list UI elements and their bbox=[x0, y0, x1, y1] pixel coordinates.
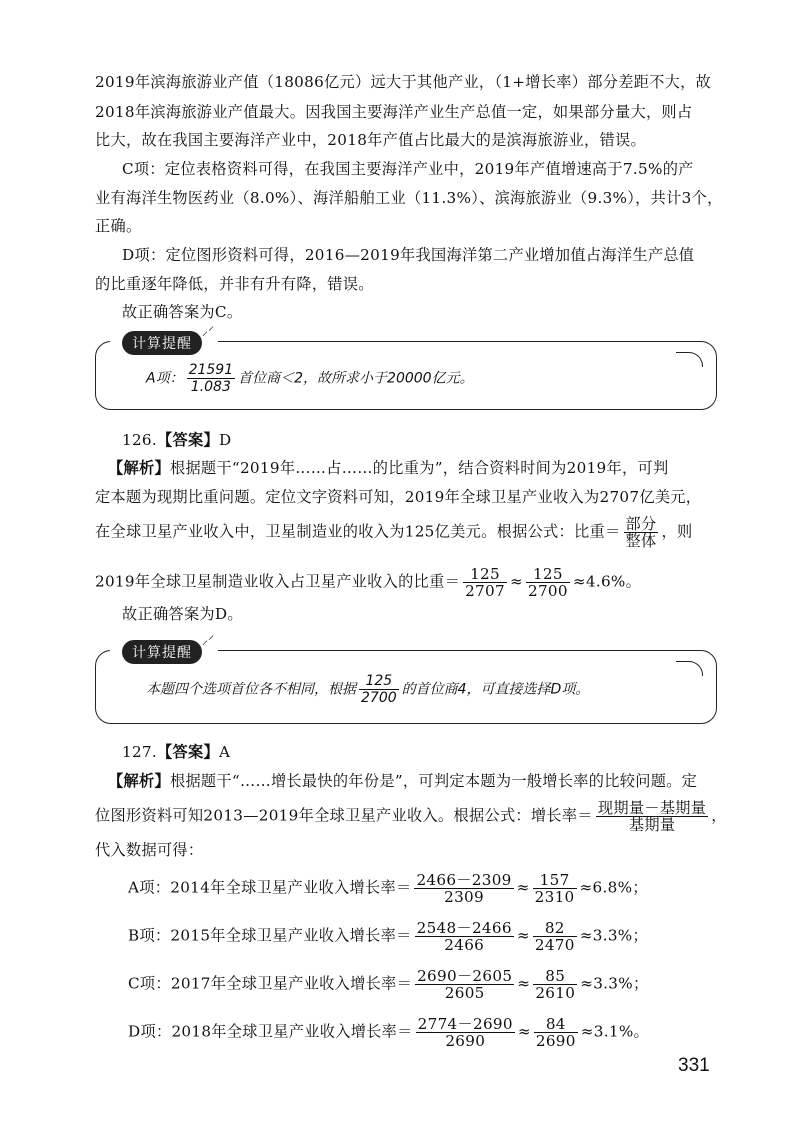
question-127-header bbox=[122, 742, 230, 762]
fraction-numerator: 157 bbox=[533, 872, 577, 889]
analysis-line bbox=[108, 771, 697, 791]
fraction bbox=[359, 673, 399, 706]
fraction-numerator: 部分 bbox=[625, 515, 657, 533]
fraction bbox=[463, 566, 507, 599]
answer-line: 故正确答案为C。 bbox=[122, 303, 243, 321]
text-line: 2019年全球卫星制造业收入占卫星产业收入的比重＝ $\frac{125}{2707}$ ≈ $\frac{125}{2700}$ ≈4.6%。 bbox=[95, 565, 642, 600]
calc-tip-suffix: 的首位商4，可直接选择D项。 bbox=[401, 681, 590, 698]
fraction-denominator: 1.083 bbox=[190, 379, 231, 395]
fraction-denominator: 2310 bbox=[534, 888, 575, 906]
option-label: D项：2018年全球卫星产业收入增长率＝ bbox=[128, 1022, 413, 1041]
fraction-denominator: 基期量 bbox=[628, 816, 676, 834]
fraction bbox=[415, 920, 514, 953]
text-segment: ≈4.6%。 bbox=[572, 572, 642, 591]
fraction-numerator: 125 bbox=[526, 566, 570, 583]
fraction-numerator: 125 bbox=[463, 566, 507, 583]
fraction-denominator: 2605 bbox=[444, 984, 485, 1002]
text-segment: ，则 bbox=[661, 522, 693, 541]
option-label: A项：2014年全球卫星产业收入增长率＝ bbox=[128, 878, 412, 897]
option-d-line: D项：定位图形资料可得，2016—2019年我国海洋第二产业增加值占海洋生产总值 bbox=[122, 246, 695, 264]
fraction bbox=[624, 516, 659, 549]
analysis-text: 根据题干“……增长最快的年份是”，可判定本题为一般增长率的比较问题。定 bbox=[169, 772, 698, 790]
burst-icon: ⸝⸍ bbox=[202, 633, 215, 647]
option-result: ≈3.3%； bbox=[579, 926, 649, 945]
option-result: ≈3.1%。 bbox=[580, 1022, 650, 1041]
question-number: 127. bbox=[122, 743, 158, 761]
fraction bbox=[596, 800, 708, 833]
analysis-text: 根据题干“2019年……占……的比重为”，结合资料时间为2019年，可判 bbox=[169, 459, 669, 477]
fraction-numerator: 2690－2605 bbox=[417, 967, 513, 985]
fraction bbox=[534, 1016, 578, 1049]
answer-line: 故正确答案为D。 bbox=[122, 605, 243, 623]
fraction bbox=[533, 968, 577, 1001]
fraction-denominator: 2466 bbox=[444, 936, 485, 954]
analysis-label: 【解析】 bbox=[108, 459, 170, 477]
option-c-line: C项：定位表格资料可得，在我国主要海洋产业中，2019年产值增速高于7.5%的产 bbox=[122, 160, 694, 178]
text-line: 比大，故在我国主要海洋产业中，2018年产值占比最大的是滨海旅游业，错误。 bbox=[95, 131, 646, 149]
analysis-line bbox=[108, 458, 668, 478]
text-line: 正确。 bbox=[95, 217, 142, 235]
fraction-denominator: 2470 bbox=[534, 936, 575, 954]
fraction-denominator: 2309 bbox=[444, 888, 484, 906]
option-line: C项：2017年全球卫星产业收入增长率＝ $\frac{2690-2605}{2605}$ ≈ $\frac{85}{2610}$ ≈3.3%； bbox=[128, 967, 649, 1002]
fraction-numerator: 84 bbox=[534, 1016, 578, 1033]
question-number: 126. bbox=[122, 431, 158, 449]
text-line: 2019年滨海旅游业产值（18086亿元）远大于其他产业，（1+增长率）部分差距不大，故 bbox=[95, 73, 712, 91]
calc-tip-content bbox=[146, 673, 589, 706]
calc-tip-tag: 计算提醒 bbox=[122, 640, 202, 664]
option-line: A项：2014年全球卫星产业收入增长率＝ $\frac{2466-2309}{2309}$ ≈ $\frac{157}{2310}$ ≈6.8%； bbox=[128, 871, 648, 906]
fraction-denominator: 2690 bbox=[535, 1032, 576, 1050]
fraction-numerator: 现期量－基期量 bbox=[597, 799, 707, 817]
fraction-denominator: 2690 bbox=[445, 1032, 486, 1050]
text-segment: 在全球卫星产业收入中，卫星制造业的收入为125亿美元。根据公式：比重＝ bbox=[95, 522, 621, 541]
answer-choice: D bbox=[218, 431, 232, 449]
text-segment: 位图形资料可知2013—2019年全球卫星产业收入。根据公式：增长率＝ bbox=[95, 806, 593, 825]
text-line: 定本题为现期比重问题。定位文字资料可知，2019年全球卫星产业收入为2707亿美元， bbox=[95, 488, 702, 506]
option-line: D项：2018年全球卫星产业收入增长率＝ $\frac{2774-2690}{2690}$ ≈ $\frac{84}{2690}$ ≈3.1%。 bbox=[128, 1015, 650, 1050]
fraction-denominator: 2707 bbox=[465, 582, 505, 600]
page-number: 331 bbox=[678, 1055, 710, 1076]
fraction-numerator: 2466－2309 bbox=[416, 871, 512, 889]
calc-tip-content bbox=[146, 362, 474, 395]
fraction bbox=[533, 920, 577, 953]
text-segment: ， bbox=[711, 806, 727, 825]
fraction bbox=[415, 968, 514, 1001]
fraction bbox=[416, 1016, 515, 1049]
text-line bbox=[95, 516, 692, 549]
fraction-denominator: 2700 bbox=[527, 582, 568, 600]
fraction-numerator: 21591 bbox=[188, 362, 234, 378]
analysis-label: 【解析】 bbox=[108, 772, 170, 790]
option-label: B项：2015年全球卫星产业收入增长率＝ bbox=[128, 926, 412, 945]
option-label: C项：2017年全球卫星产业收入增长率＝ bbox=[128, 974, 413, 993]
fraction bbox=[533, 872, 577, 905]
fraction-numerator: 2548－2466 bbox=[416, 919, 512, 937]
fraction-denominator: 整体 bbox=[625, 532, 657, 550]
question-126-header bbox=[122, 430, 231, 450]
calc-tip-prefix: A项： bbox=[146, 370, 184, 387]
fraction bbox=[187, 362, 236, 395]
calc-tip-tag: 计算提醒 bbox=[122, 331, 202, 355]
fraction-numerator: 125 bbox=[359, 673, 399, 690]
option-result: ≈6.8%； bbox=[579, 878, 648, 897]
answer-label: 【答案】 bbox=[157, 743, 219, 761]
text-line: 2018年滨海旅游业产值最大。因我国主要海洋产业生产总值一定，如果部分量大，则占 bbox=[95, 103, 693, 121]
text-line: 的比重逐年降低，并非有升有降，错误。 bbox=[95, 275, 374, 293]
burst-icon: ⸝⸍ bbox=[202, 324, 215, 338]
calc-tip-prefix: 本题四个选项首位各不相同，根据 bbox=[146, 681, 356, 698]
answer-choice: A bbox=[218, 743, 231, 761]
fraction-numerator: 2774－2690 bbox=[417, 1015, 513, 1033]
text-line: 业有海洋生物医药业（8.0%）、海洋船舶工业（11.3%）、滨海旅游业（9.3%），共计3个， bbox=[95, 189, 723, 207]
text-line: 代入数据可得： bbox=[95, 841, 204, 859]
text-line bbox=[95, 800, 727, 833]
calc-tip-suffix: 首位商＜2，故所求小于20000亿元。 bbox=[238, 370, 474, 387]
option-result: ≈3.3%； bbox=[580, 974, 649, 993]
fraction bbox=[526, 566, 570, 599]
fraction-denominator: 2610 bbox=[535, 984, 576, 1002]
answer-label: 【答案】 bbox=[157, 431, 219, 449]
option-line: B项：2015年全球卫星产业收入增长率＝ $\frac{2548-2466}{2466}$ ≈ $\frac{82}{2470}$ ≈3.3%； bbox=[128, 919, 649, 954]
fraction bbox=[414, 872, 513, 905]
fraction-numerator: 85 bbox=[533, 968, 577, 985]
fraction-denominator: 2700 bbox=[361, 690, 397, 706]
fraction-numerator: 82 bbox=[533, 920, 577, 937]
text-segment: 2019年全球卫星制造业收入占卫星产业收入的比重＝ bbox=[95, 572, 461, 591]
